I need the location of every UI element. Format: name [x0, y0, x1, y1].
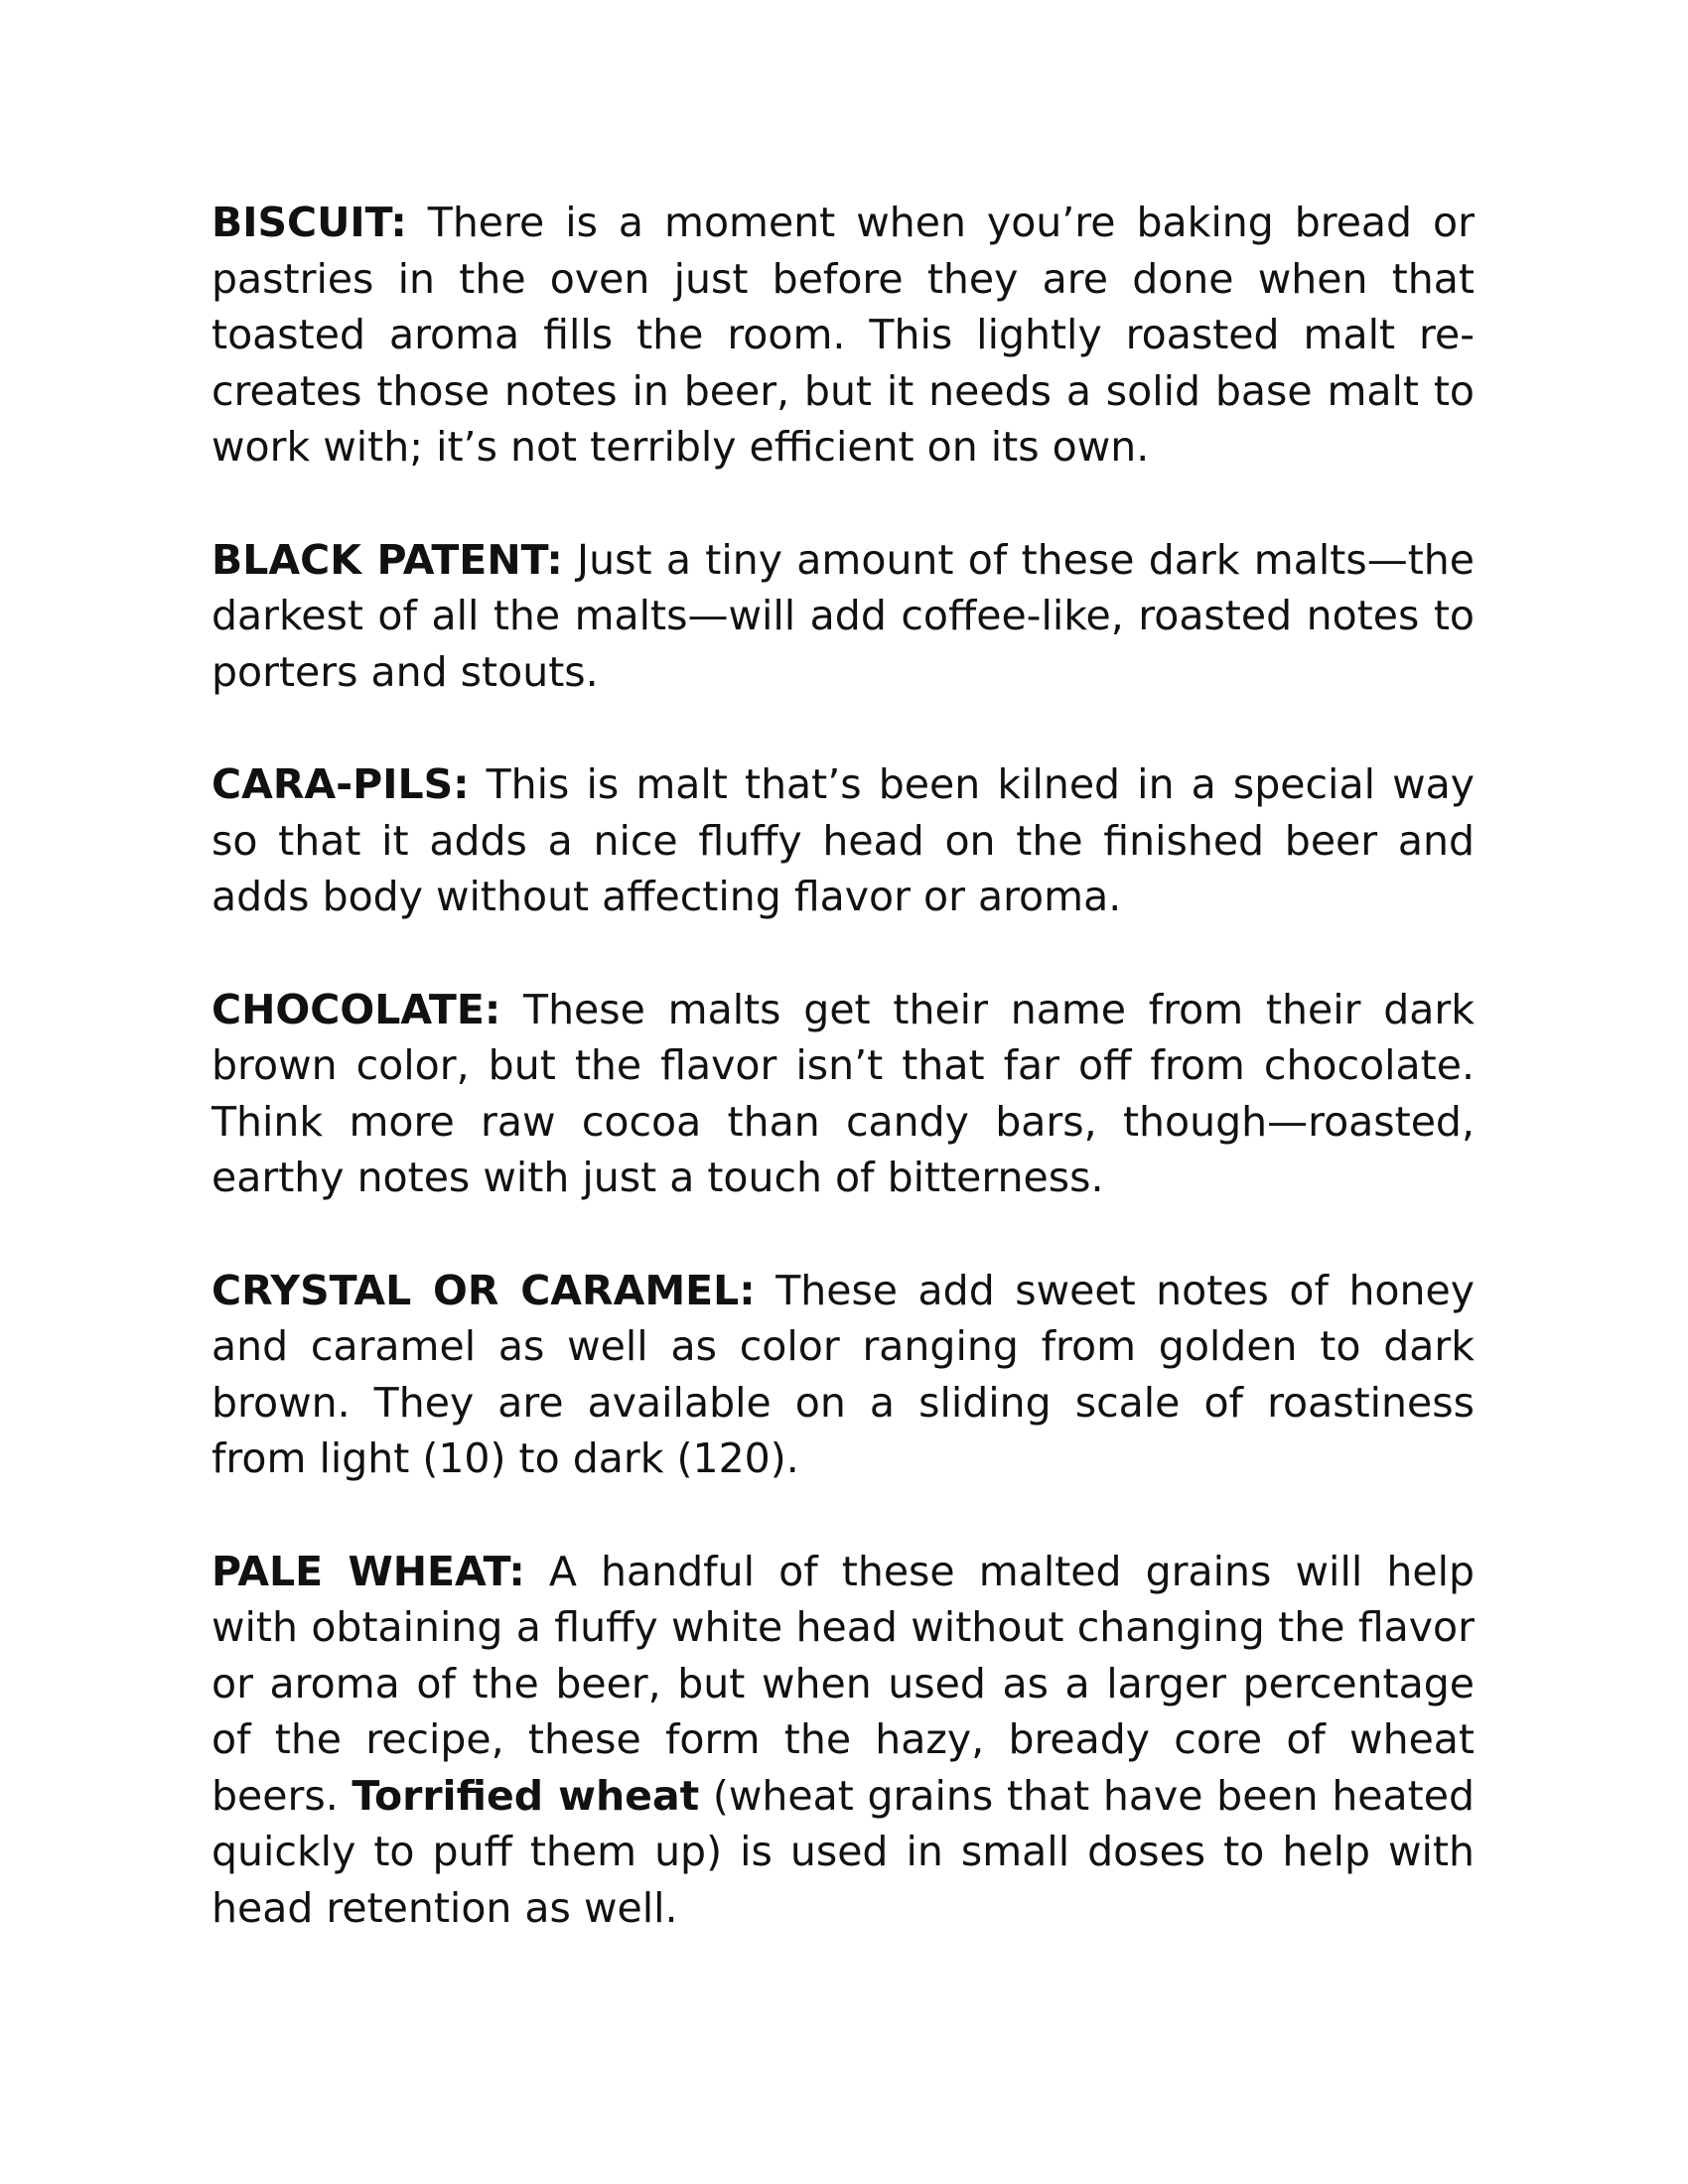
entry-crystal-or-caramel — [211, 1263, 1475, 1487]
entry-term: CHOCOLATE: — [211, 985, 501, 1033]
entry-biscuit — [211, 195, 1475, 476]
entry-black-patent — [211, 532, 1475, 701]
entry-term: BLACK PATENT: — [211, 535, 563, 584]
entry-text: This is malt that’s been kilned in a special way so that it adds a nice fluffy head on the finished beer and adds body without affecting flavor or aroma. — [211, 760, 1475, 920]
entry-text: These add sweet notes of honey and caramel as well as color ranging from golden to dark brown. They are available on a sliding scale of roastiness from light (10) to dark (120). — [211, 1266, 1475, 1482]
inline-term-torrified-wheat: Torrified wheat — [352, 1771, 700, 1820]
entry-pale-wheat — [211, 1544, 1475, 1937]
entry-text: These malts get their name from their dark brown color, but the flavor isn’t that far off from chocolate. Think more raw cocoa than candy bars, though—roasted, earthy notes with just a touch of bitterness. — [211, 985, 1475, 1201]
entry-term: BISCUIT: — [211, 199, 407, 246]
entry-term: CARA-PILS: — [211, 760, 470, 808]
entry-text-tail: (wheat grains that have been heated quickly to puff them up) is used in small doses to help with head retention as well. — [211, 1771, 1475, 1932]
entry-cara-pils — [211, 756, 1475, 925]
entry-text: A handful of these malted grains will help with obtaining a fluffy white head without changing the flavor or aroma of the beer, but when used as a larger percentage of the recipe, these form the hazy, bready core of wheat beers. — [211, 1547, 1475, 1820]
entry-term: PALE WHEAT: — [211, 1547, 525, 1595]
entry-chocolate — [211, 982, 1475, 1206]
document-page — [211, 195, 1475, 1992]
entry-term: CRYSTAL OR CARAMEL: — [211, 1266, 756, 1314]
entry-text: Just a tiny amount of these dark malts—the darkest of all the malts—will add coffee-like, roasted notes to porters and stouts. — [211, 535, 1475, 696]
entry-text: There is a moment when you’re baking bread or pastries in the oven just before they are done when that toasted aroma fills the room. This lightly roasted malt re-creates those notes in beer, but it needs a solid base malt to work with; it’s not terribly efficient on its own. — [211, 199, 1475, 471]
